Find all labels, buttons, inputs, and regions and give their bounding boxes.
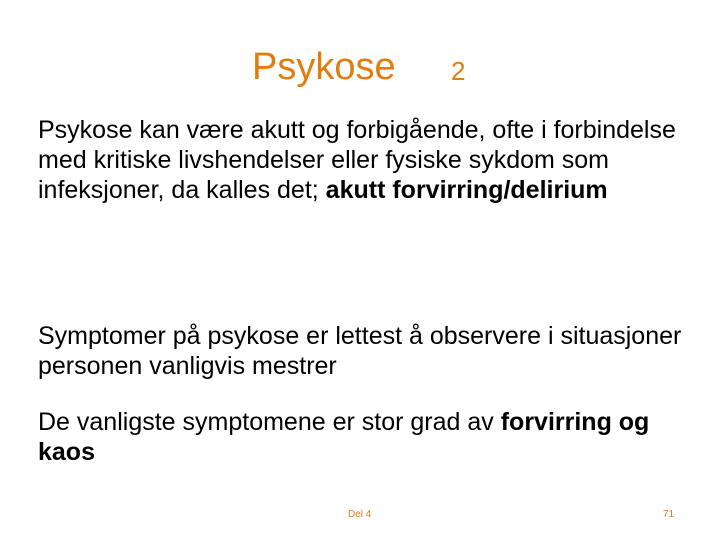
paragraph-2 <box>38 321 688 381</box>
footer-section-label: Del 4 <box>348 509 372 520</box>
page-number: 71 <box>663 509 675 520</box>
paragraph-1-text: Psykose kan være akutt og forbigående, ofte i forbindelse med kritiske livshendelser eller fysiske sykdom som infeksjoner, da kalles det; <box>38 116 676 204</box>
paragraph-3-text: De vanligste symptomene er stor grad av <box>38 408 501 436</box>
slide-title: Psykose <box>252 46 396 88</box>
paragraph-2-text: Symptomer på psykose er lettest å observere i situasjoner personen vanligvis mestrer <box>38 322 682 380</box>
paragraph-1-bold: akutt forvirring/delirium <box>325 176 608 204</box>
paragraph-3-bold: forvirring og kaos <box>38 408 650 466</box>
slide-title-number: 2 <box>451 56 466 86</box>
paragraph-1 <box>38 115 688 205</box>
paragraph-3 <box>38 407 688 467</box>
